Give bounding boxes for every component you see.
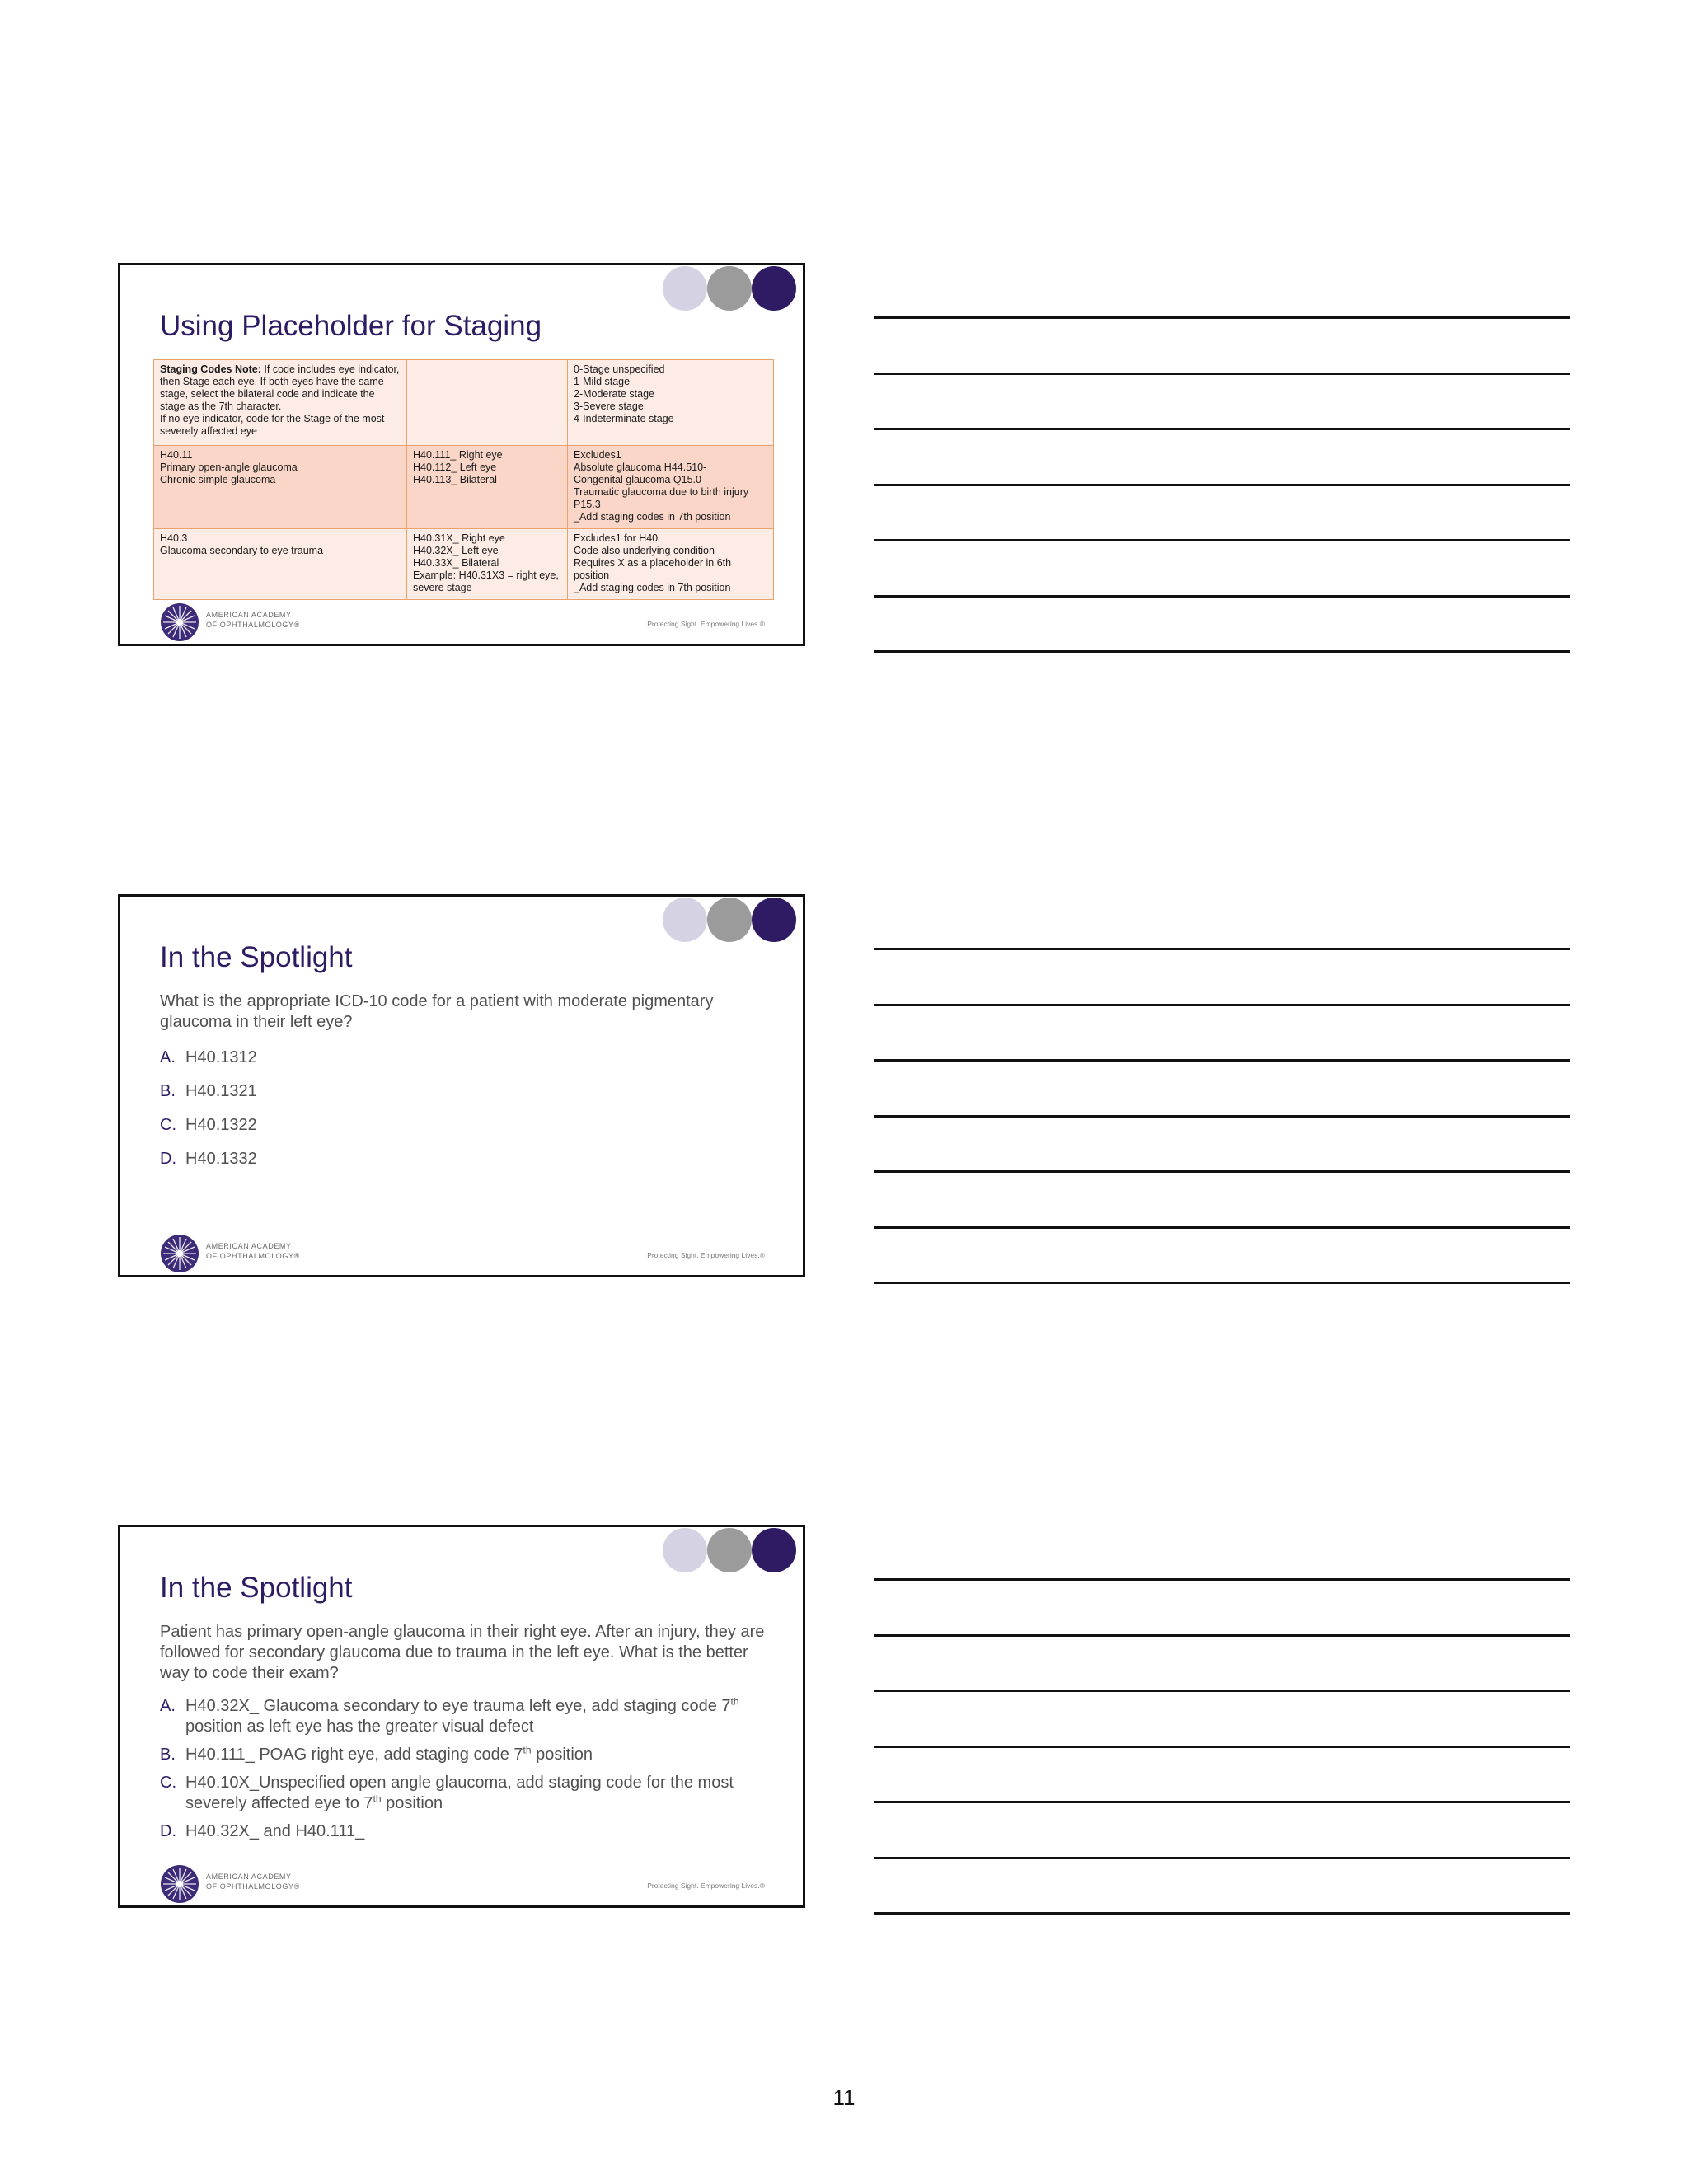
staging-table — [153, 359, 774, 600]
option-letter: A. — [160, 1048, 176, 1066]
circle-gray-icon — [707, 898, 752, 942]
answer-option — [160, 1773, 770, 1814]
slide-title: In the Spotlight — [160, 1572, 353, 1604]
circle-light-icon — [663, 266, 707, 311]
note-line — [874, 1115, 1570, 1118]
option-text: H40.1312 — [185, 1048, 257, 1066]
slide-title: Using Placeholder for Staging — [160, 310, 542, 342]
table-row — [154, 360, 774, 446]
note-line — [874, 1004, 1570, 1006]
note-line — [874, 1170, 1570, 1173]
table-cell: Excludes1 for H40 Code also underlying condition Requires X as a placeholder in 6th position _Add staging codes in 7th position — [568, 529, 774, 600]
circle-gray-icon — [707, 266, 752, 311]
answer-options — [160, 1696, 770, 1849]
note-line — [874, 650, 1570, 653]
table-row — [154, 446, 774, 529]
note-line — [874, 1912, 1570, 1915]
aao-logo-icon — [160, 602, 199, 642]
option-text: H40.1332 — [185, 1150, 257, 1168]
note-line — [874, 1857, 1570, 1859]
note-line — [874, 1746, 1570, 1748]
table-cell — [154, 360, 407, 446]
circle-gray-icon — [707, 1528, 752, 1572]
slide-spotlight-2 — [118, 1525, 805, 1908]
option-text: H40.1322 — [185, 1116, 257, 1134]
tagline: Protecting Sight. Empowering Lives.® — [647, 1882, 765, 1890]
note-line — [874, 1801, 1570, 1803]
option-text: H40.111_ POAG right eye, add staging code 7th position — [185, 1744, 593, 1764]
note-line — [874, 1282, 1570, 1284]
note-line — [874, 373, 1570, 375]
logo-text: AMERICAN ACADEMY OF OPHTHALMOLOGY® — [206, 1242, 300, 1260]
slide-title: In the Spotlight — [160, 941, 353, 973]
note-line — [874, 539, 1570, 541]
circle-purple-icon — [752, 1528, 796, 1572]
answer-option — [160, 1821, 770, 1842]
page-number: 11 — [832, 2085, 856, 2110]
circle-light-icon — [663, 898, 707, 942]
aao-logo-icon — [160, 1864, 199, 1904]
table-cell: 0-Stage unspecified 1-Mild stage 2-Moderate stage 3-Severe stage 4-Indeterminate stage — [568, 360, 774, 446]
tagline: Protecting Sight. Empowering Lives.® — [647, 1251, 765, 1259]
note-line — [874, 316, 1570, 319]
slide-spotlight-1 — [118, 894, 805, 1277]
table-cell: H40.11 Primary open-angle glaucoma Chronic simple glaucoma — [154, 446, 407, 529]
option-letter: B. — [160, 1082, 176, 1100]
staging-note-text: If code includes eye indicator, then Stage each eye. If both eyes have the same stage, select the bilateral code and indicate the stage as the 7th character. If no eye indicator, code for the Stage of the most severely affected eye — [160, 363, 400, 437]
table-cell: H40.111_ Right eye H40.112_ Left eye H40.113_ Bilateral — [407, 446, 568, 529]
option-letter: A. — [160, 1697, 176, 1715]
table-cell: Excludes1 Absolute glaucoma H44.510- Congenital glaucoma Q15.0 Traumatic glaucoma due to birth injury P15.3 _Add staging codes in 7th position — [568, 446, 774, 529]
table-cell: H40.31X_ Right eye H40.32X_ Left eye H40.33X_ Bilateral Example: H40.31X3 = right eye, severe stage — [407, 529, 568, 600]
logo-text: AMERICAN ACADEMY OF OPHTHALMOLOGY® — [206, 611, 300, 629]
note-line — [874, 1226, 1570, 1229]
option-text: H40.1321 — [185, 1082, 257, 1100]
note-line — [874, 595, 1570, 598]
aao-logo-icon — [160, 1234, 199, 1273]
option-text: H40.32X_ and H40.111_ — [185, 1822, 365, 1840]
answer-options — [160, 1047, 770, 1183]
option-letter: D. — [160, 1150, 176, 1168]
answer-option — [160, 1696, 770, 1737]
answer-option — [160, 1115, 770, 1136]
note-line — [874, 428, 1570, 430]
circle-purple-icon — [752, 266, 796, 311]
note-line — [874, 484, 1570, 486]
slide-using-placeholder — [118, 263, 805, 646]
option-letter: C. — [160, 1774, 176, 1792]
table-row — [154, 529, 774, 600]
option-letter: C. — [160, 1116, 176, 1134]
tagline: Protecting Sight. Empowering Lives.® — [647, 620, 765, 628]
answer-option — [160, 1081, 770, 1102]
decorative-circles — [663, 1528, 805, 1572]
option-letter: D. — [160, 1822, 176, 1840]
note-line — [874, 1690, 1570, 1692]
answer-option — [160, 1745, 770, 1765]
answer-option — [160, 1149, 770, 1169]
answer-option — [160, 1047, 770, 1068]
staging-note-label: Staging Codes Note: — [160, 363, 261, 375]
note-line — [874, 1578, 1570, 1581]
table-cell — [407, 360, 568, 446]
note-line — [874, 948, 1570, 950]
option-text: H40.10X_Unspecified open angle glaucoma, add staging code for the most severely affected eye to 7th position — [185, 1774, 734, 1812]
decorative-circles — [663, 898, 805, 942]
decorative-circles — [663, 266, 805, 311]
option-letter: B. — [160, 1746, 176, 1764]
option-text: H40.32X_ Glaucoma secondary to eye trauma left eye, add staging code 7th position as left eye has the greater visual defect — [185, 1695, 739, 1736]
note-line — [874, 1634, 1570, 1637]
question-text: What is the appropriate ICD-10 code for a patient with moderate pigmentary glaucoma in their left eye? — [160, 992, 714, 1031]
note-line — [874, 1059, 1570, 1062]
question-text: Patient has primary open-angle glaucoma in their right eye. After an injury, they are followed for secondary glaucoma due to trauma in the left eye. What is the better way to code their exam? — [160, 1623, 765, 1682]
logo-text: AMERICAN ACADEMY OF OPHTHALMOLOGY® — [206, 1872, 300, 1891]
table-cell: H40.3 Glaucoma secondary to eye trauma — [154, 529, 407, 600]
circle-light-icon — [663, 1528, 707, 1572]
circle-purple-icon — [752, 898, 796, 942]
